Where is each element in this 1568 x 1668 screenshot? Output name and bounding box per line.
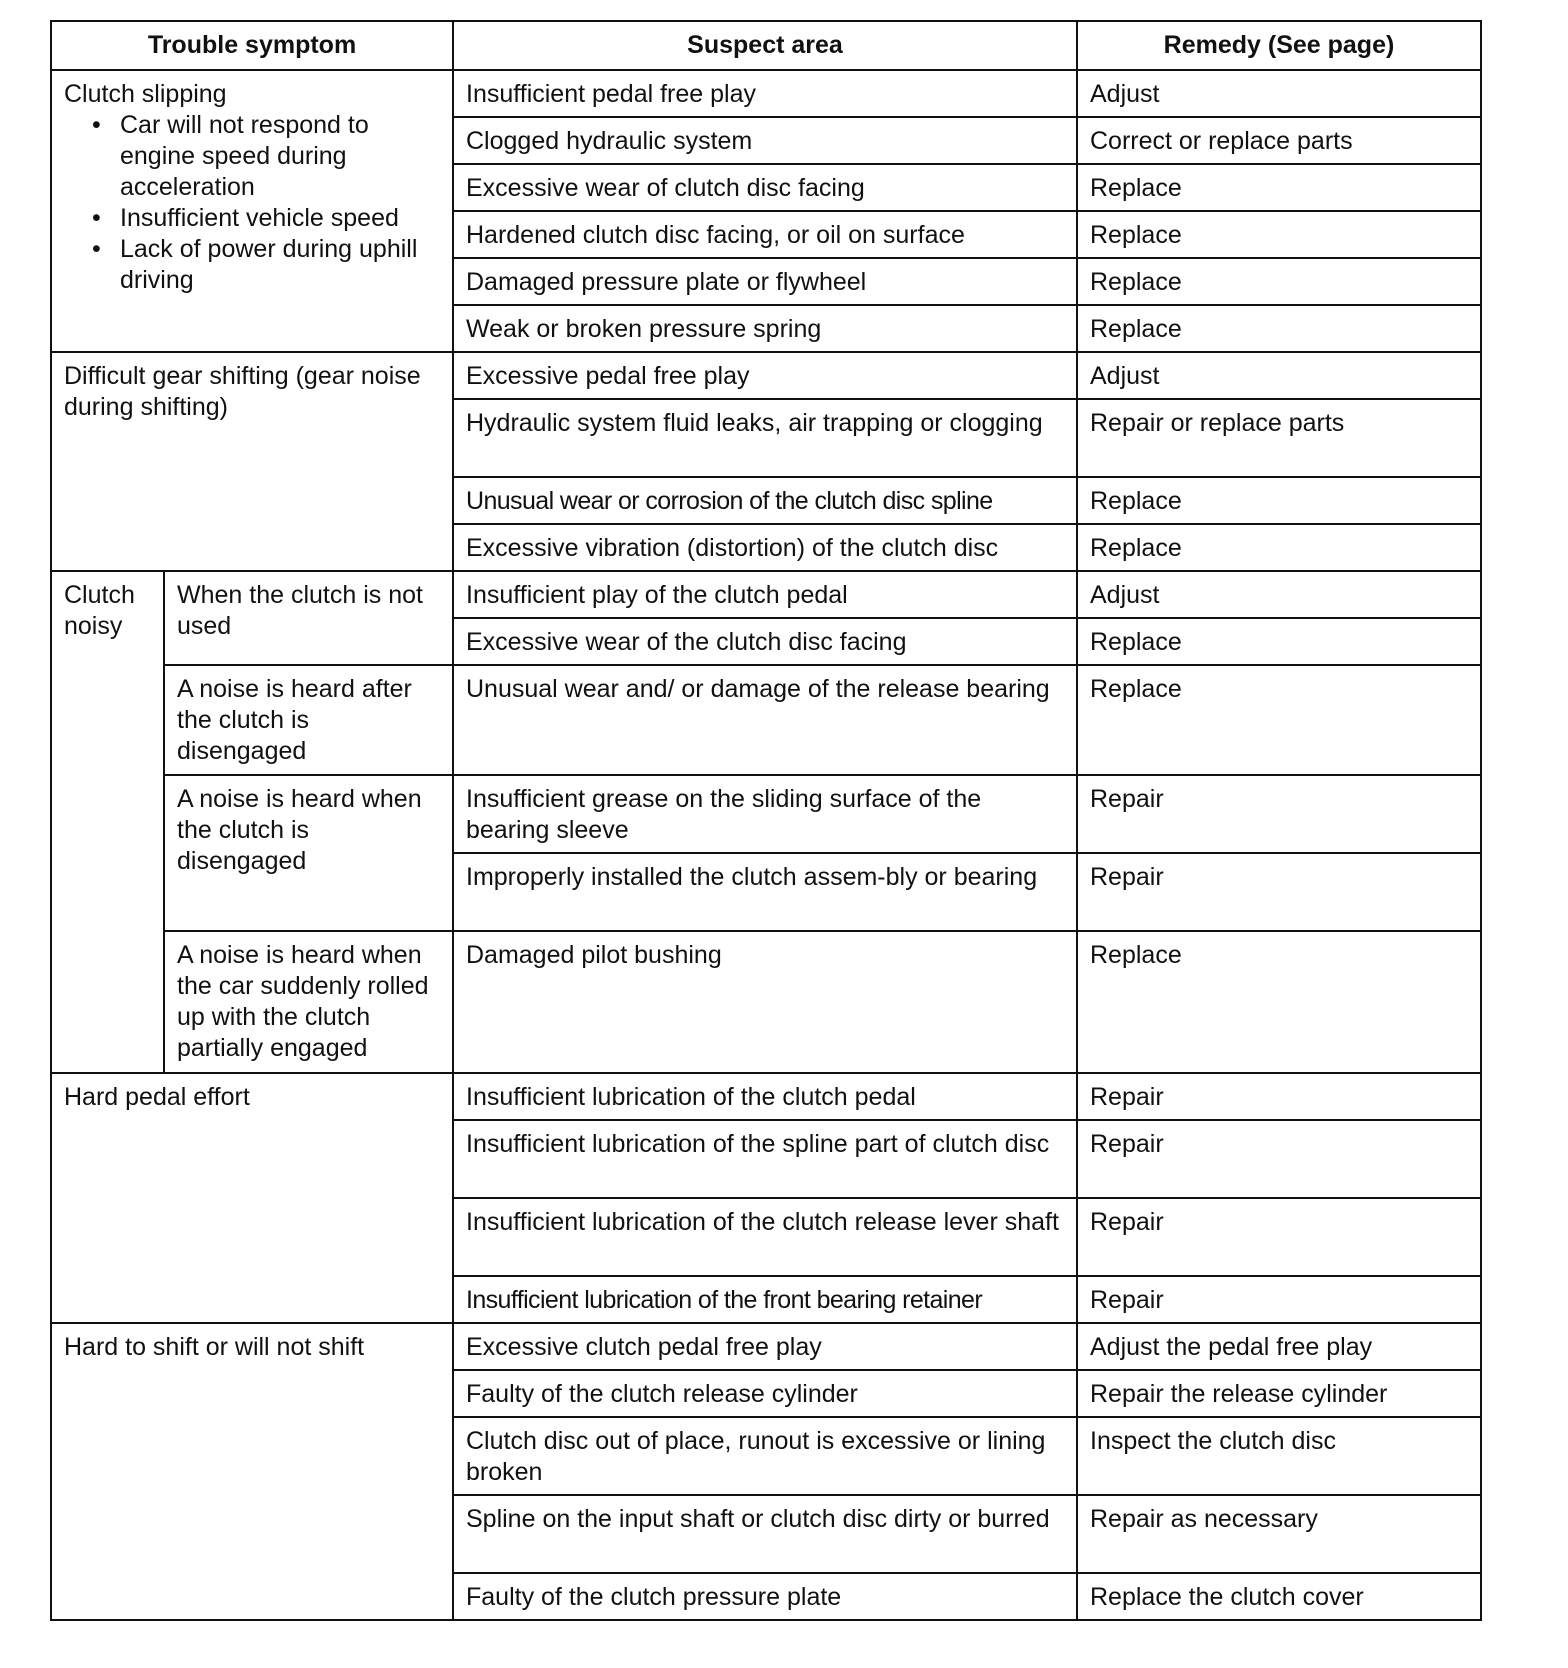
remedy-cell: Replace (1077, 524, 1481, 571)
symptom-difficult-gear-shifting: Difficult gear shifting (gear noise during shifting) (51, 352, 453, 571)
list-item: • Car will not respond to engine speed during acceleration (120, 110, 440, 203)
remedy-cell: Repair (1077, 853, 1481, 931)
table-row (51, 352, 1481, 399)
table-row (51, 931, 1481, 1073)
suspect-cell: Excessive wear of the clutch disc facing (453, 618, 1077, 665)
symptom-hard-to-shift: Hard to shift or will not shift (51, 1323, 453, 1620)
noisy-condition-rolled-up: A noise is heard when the car suddenly rolled up with the clutch partially engaged (164, 931, 453, 1073)
suspect-cell: Hydraulic system fluid leaks, air trapping or clogging (453, 399, 1077, 477)
symptom-bullets (64, 110, 440, 296)
symptom-clutch-slipping (51, 70, 453, 352)
remedy-cell: Replace the clutch cover (1077, 1573, 1481, 1620)
remedy-cell: Adjust (1077, 352, 1481, 399)
remedy-cell: Repair (1077, 1276, 1481, 1323)
remedy-cell: Adjust (1077, 571, 1481, 618)
remedy-cell: Replace (1077, 164, 1481, 211)
symptom-clutch-noisy: Clutch noisy (51, 571, 164, 1073)
remedy-cell: Replace (1077, 665, 1481, 775)
suspect-cell: Unusual wear and/ or damage of the release bearing (453, 665, 1077, 775)
suspect-cell: Damaged pressure plate or flywheel (453, 258, 1077, 305)
suspect-cell: Hardened clutch disc facing, or oil on surface (453, 211, 1077, 258)
table-row (51, 70, 1481, 117)
suspect-cell: Insufficient lubrication of the spline part of clutch disc (453, 1120, 1077, 1198)
table-row (51, 1073, 1481, 1120)
table-row (51, 1323, 1481, 1370)
suspect-cell: Faulty of the clutch release cylinder (453, 1370, 1077, 1417)
suspect-cell: Excessive wear of clutch disc facing (453, 164, 1077, 211)
remedy-cell: Inspect the clutch disc (1077, 1417, 1481, 1495)
symptom-hard-pedal-effort: Hard pedal effort (51, 1073, 453, 1323)
remedy-cell: Replace (1077, 931, 1481, 1073)
remedy-cell: Replace (1077, 211, 1481, 258)
suspect-cell: Insufficient play of the clutch pedal (453, 571, 1077, 618)
suspect-cell: Clutch disc out of place, runout is excessive or lining broken (453, 1417, 1077, 1495)
suspect-cell: Improperly installed the clutch assem-bly or bearing (453, 853, 1077, 931)
remedy-cell: Repair (1077, 1198, 1481, 1276)
remedy-cell: Repair or replace parts (1077, 399, 1481, 477)
noisy-condition-not-used: When the clutch is not used (164, 571, 453, 665)
table-row (51, 571, 1481, 618)
suspect-cell: Insufficient pedal free play (453, 70, 1077, 117)
header-remedy: Remedy (See page) (1077, 21, 1481, 70)
remedy-cell: Correct or replace parts (1077, 117, 1481, 164)
header-row (51, 21, 1481, 70)
suspect-cell: Insufficient lubrication of the clutch release lever shaft (453, 1198, 1077, 1276)
remedy-cell: Adjust (1077, 70, 1481, 117)
remedy-cell: Repair as necessary (1077, 1495, 1481, 1573)
suspect-cell: Damaged pilot bushing (453, 931, 1077, 1073)
symptom-title: Clutch slipping (64, 80, 227, 108)
list-item: • Lack of power during uphill driving (120, 234, 440, 296)
suspect-cell: Insufficient lubrication of the front bearing retainer (453, 1276, 1077, 1323)
troubleshooting-table (50, 20, 1482, 1621)
suspect-cell: Faulty of the clutch pressure plate (453, 1573, 1077, 1620)
noisy-condition-when-disengaged: A noise is heard when the clutch is disengaged (164, 775, 453, 931)
suspect-cell: Excessive vibration (distortion) of the clutch disc (453, 524, 1077, 571)
remedy-cell: Replace (1077, 305, 1481, 352)
suspect-cell: Insufficient lubrication of the clutch pedal (453, 1073, 1077, 1120)
remedy-cell: Replace (1077, 618, 1481, 665)
remedy-cell: Replace (1077, 477, 1481, 524)
noisy-condition-after-disengaged: A noise is heard after the clutch is disengaged (164, 665, 453, 775)
header-suspect-area: Suspect area (453, 21, 1077, 70)
remedy-cell: Repair (1077, 1073, 1481, 1120)
remedy-cell: Repair (1077, 1120, 1481, 1198)
suspect-cell: Insufficient grease on the sliding surface of the bearing sleeve (453, 775, 1077, 853)
remedy-cell: Repair (1077, 775, 1481, 853)
list-item: • Insufficient vehicle speed (120, 203, 440, 234)
suspect-cell: Spline on the input shaft or clutch disc dirty or burred (453, 1495, 1077, 1573)
suspect-cell: Excessive pedal free play (453, 352, 1077, 399)
remedy-cell: Adjust the pedal free play (1077, 1323, 1481, 1370)
suspect-cell: Weak or broken pressure spring (453, 305, 1077, 352)
suspect-cell: Clogged hydraulic system (453, 117, 1077, 164)
table-row (51, 665, 1481, 775)
suspect-cell: Excessive clutch pedal free play (453, 1323, 1077, 1370)
header-trouble-symptom: Trouble symptom (51, 21, 453, 70)
suspect-cell: Unusual wear or corrosion of the clutch disc spline (453, 477, 1077, 524)
remedy-cell: Repair the release cylinder (1077, 1370, 1481, 1417)
table-row (51, 775, 1481, 853)
remedy-cell: Replace (1077, 258, 1481, 305)
